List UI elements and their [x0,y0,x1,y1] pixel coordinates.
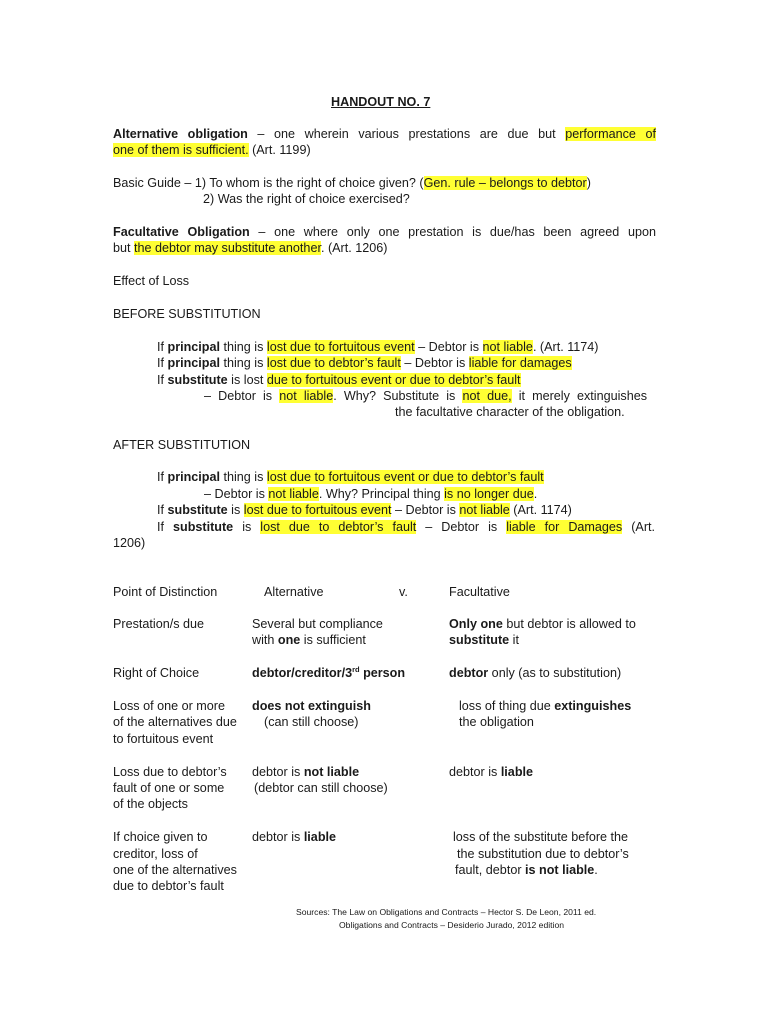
bold-liable: liable [500,765,534,779]
row5-point-line-2: creditor, loss of [113,847,198,861]
text-article: (Art. 1174) [509,503,572,517]
row1-alternative-line-2 [252,632,366,648]
basic-guide-close-paren: ) [586,176,591,190]
bold-substitute: substitute [449,633,510,647]
basic-guide-line-1 [113,175,591,191]
text-why-principal: . Why? Principal thing [318,487,445,501]
row5-alternative [252,829,336,845]
after-line-4 [157,519,655,535]
text-if: If [157,340,168,354]
text-is-sufficient: is sufficient [300,633,366,647]
facultative-term: Facultative Obligation [113,225,250,239]
row4-facultative [449,764,533,780]
text-debtor-allowed: but debtor is allowed to [502,617,636,631]
bold-not-liable: not liable [303,765,360,779]
before-line-4 [204,388,647,404]
header-facultative: Facultative [449,585,510,599]
row3-point-line-2: of the alternatives due [113,715,237,729]
after-substitution-heading: AFTER SUBSTITUTION [113,438,251,452]
row3-point-line-3: to fortuitous event [113,732,214,746]
alternative-article: (Art. 1199) [248,143,311,157]
text-it: it [509,633,519,647]
alternative-text: – one wherein various prestations are due but [247,127,566,141]
highlight-not-liable: not liable [482,340,533,354]
highlight-fortuitous-or-fault: due to fortuitous event or due to debtor’s fault [266,373,521,387]
before-line-3 [157,372,521,388]
highlight-liable-damages: liable for damages [468,356,572,370]
row3-facultative-line-2: the obligation [459,715,534,729]
row5-facultative-line-2: the substitution due to debtor’s [457,847,629,861]
text-debtor-is: debtor is [252,830,304,844]
sources-line-1: Sources: The Law on Obligations and Contracts – Hector S. De Leon, 2011 ed. [296,907,597,917]
highlight-fortuitous: lost due to fortuitous event [243,503,392,517]
text-is: is [233,520,261,534]
basic-guide-line-2: 2) Was the right of choice exercised? [203,192,410,206]
header-alternative: Alternative [264,585,324,599]
bold-only-one: Only one [449,617,503,631]
text-debtor-is: debtor is [449,765,501,779]
effect-of-loss-heading: Effect of Loss [113,274,190,288]
row4-alternative-line-2: (debtor can still choose) [254,781,388,795]
sources-line-2: Obligations and Contracts – Desiderio Jurado, 2012 edition [339,920,565,930]
row3-point-line-1: Loss of one or more [113,699,226,713]
bold-extinguishes: extinguishes [554,699,632,713]
after-line-3 [157,502,572,518]
before-line-2 [157,355,572,371]
before-substitution-heading: BEFORE SUBSTITUTION [113,307,261,321]
row2-point: Right of Choice [113,666,200,680]
alternative-line-1 [113,126,656,142]
row4-point-line-1: Loss due to debtor’s [113,765,227,779]
text-is-lost: is lost [227,373,267,387]
row5-point-line-4: due to debtor’s fault [113,879,224,893]
after-line-5: 1206) [113,536,146,550]
facultative-line-1 [113,224,656,240]
text-with: with [252,633,278,647]
highlight-not-liable: not liable [459,503,510,517]
highlight-fortuitous-or-fault: lost due to fortuitous event or due to debtor’s fault [266,470,544,484]
highlight-liable-damages: liable for Damages [506,520,623,534]
highlight-not-liable: not liable [268,487,319,501]
bold-substitute: substitute [167,503,228,517]
highlight-debtor-fault: lost due to debtor’s fault [266,356,401,370]
facultative-text: – one where only one prestation is due/has been agreed upon [249,225,656,239]
bold-is-not-liable: is not liable [525,863,595,877]
highlight-not-liable: not liable [279,389,334,403]
highlight-sufficient: one of them is sufficient. [113,143,249,157]
after-line-1 [157,469,544,485]
text-if: If [157,356,168,370]
highlight-gen-rule: Gen. rule – belongs to debtor [423,176,587,190]
text-if: If [157,470,168,484]
text-debtor-is: – Debtor is [204,487,269,501]
highlight-performance: performance of [565,127,656,141]
text-thing-is: thing is [219,356,267,370]
bold-substitute: substitute [167,373,228,387]
bold-principal: principal [167,340,220,354]
text-debtor-is: – Debtor is [414,340,483,354]
page-title: HANDOUT NO. 7 [331,95,431,109]
row3-alternative-line-2: (can still choose) [264,715,359,729]
row4-alternative-line-1 [252,764,359,780]
basic-guide-question-1: Basic Guide – 1) To whom is the right of choice given? ( [113,176,424,190]
row4-point-line-3: of the objects [113,797,188,811]
row4-point-line-2: fault of one or some [113,781,225,795]
text-debtor-is: – Debtor is [416,520,507,534]
after-line-2 [204,486,537,502]
bold-debtor: debtor [449,666,489,680]
text-thing-is: thing is [219,340,267,354]
text-article: (Art. [622,520,656,534]
highlight-debtor-fault: lost due to debtor’s fault [260,520,417,534]
text-if: If [157,520,174,534]
text-thing-is: thing is [219,470,267,484]
row5-facultative-line-1: loss of the substitute before the [453,830,629,844]
row1-point: Prestation/s due [113,617,205,631]
row5-point-line-1: If choice given to [113,830,208,844]
text-period: . [533,487,538,501]
text-period: . [594,863,598,877]
text-debtor-is: debtor is [252,765,304,779]
text-debtor-is: – Debtor is [391,503,460,517]
bold-principal: principal [167,356,220,370]
row5-facultative-line-3 [455,862,598,878]
header-versus: v. [399,585,408,599]
text-loss-of-thing-due: loss of thing due [459,699,555,713]
text-debtor-is: – Debtor is [204,389,280,403]
highlight-substitute-another: the debtor may substitute another [134,241,321,255]
before-line-5: the facultative character of the obligation. [395,405,625,419]
text-is: is [227,503,244,517]
bold-liable: liable [303,830,337,844]
text-debtor-is: – Debtor is [400,356,469,370]
bold-one: one [277,633,301,647]
facultative-article: . (Art. 1206) [320,241,388,255]
row1-facultative-line-1 [449,616,636,632]
alternative-line-2 [113,142,311,158]
row1-facultative-line-2 [449,632,519,648]
text-fault-debtor: fault, debtor [455,863,526,877]
row3-facultative-line-1 [459,698,631,714]
text-if: If [157,503,168,517]
text-why-substitute: . Why? Substitute is [333,389,463,403]
facultative-line-2 [113,240,387,256]
bold-principal: principal [167,470,220,484]
before-line-1 [157,339,599,355]
bold-substitute: substitute [173,520,234,534]
row5-point-line-3: one of the alternatives [113,863,237,877]
superscript-rd: rd [352,664,360,674]
text-debtor-creditor-3: debtor/creditor/3 [252,666,353,680]
row1-alternative-line-1: Several but compliance [252,617,383,631]
highlight-fortuitous: lost due to fortuitous event [266,340,415,354]
text-if: If [157,373,168,387]
alternative-term: Alternative obligation [113,127,248,141]
highlight-no-longer-due: is no longer due [444,487,534,501]
header-point-of-distinction: Point of Distinction [113,585,218,599]
text-extinguishes: it merely extinguishes [511,389,647,403]
row2-facultative [449,665,621,681]
highlight-not-due: not due, [462,389,512,403]
text-only-as-to-substitution: only (as to substitution) [488,666,622,680]
row3-alternative-line-1: does not extinguish [252,699,371,713]
text-person: person [359,666,406,680]
facultative-but: but [113,241,135,255]
text-article: . (Art. 1174) [532,340,599,354]
row2-alternative [252,665,405,681]
